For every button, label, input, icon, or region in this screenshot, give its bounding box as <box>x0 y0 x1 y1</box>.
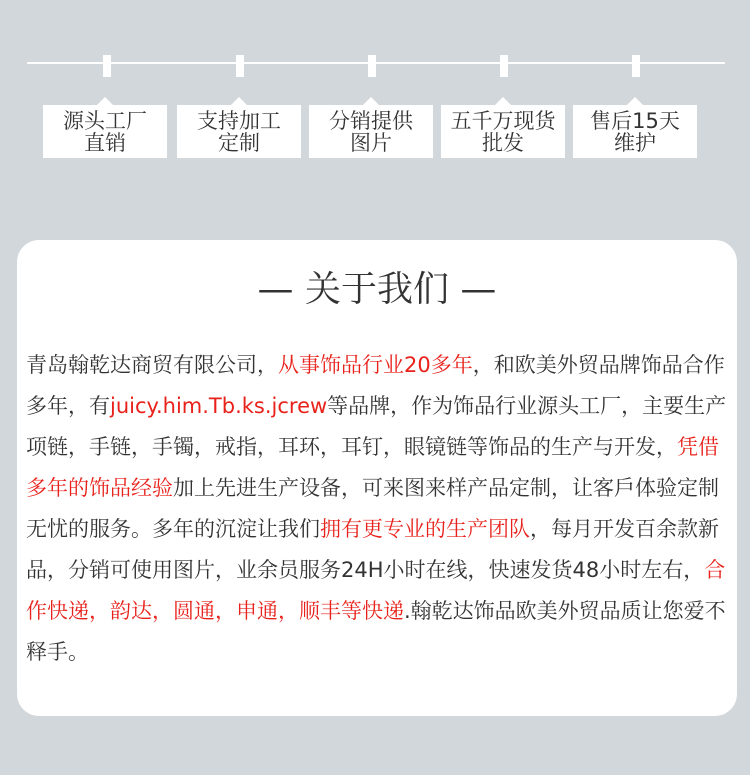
about-text-segment: ，每月开发百余款新品，分销可使用图片，业余员服务24H小时在线，快速发货48小时左右， <box>26 517 719 582</box>
timeline-tick <box>500 55 508 77</box>
timeline-line <box>27 62 725 64</box>
feature-label-line1: 分销提供 <box>329 108 413 133</box>
feature-label-line2: 直销 <box>84 130 126 155</box>
timeline-tick <box>632 55 640 77</box>
about-highlight-segment: juicy.him.Tb.ks.jcrew <box>110 394 328 418</box>
timeline-tick <box>236 55 244 77</box>
about-text-segment: 加上先进生产设备，可来图来样产品定制，让客戶体验定制无忧的服务。多年的沉淀让我们 <box>26 476 719 541</box>
feature-label-line2: 维护 <box>614 130 656 155</box>
feature-label-line1: 售后15天 <box>590 108 680 133</box>
feature-timeline <box>0 0 750 165</box>
about-text-segment: 青岛翰乾达商贸有限公司， <box>26 353 278 377</box>
feature-label-line1: 支持加工 <box>197 108 281 133</box>
about-text-segment: 等品牌，作为饰品行业源头工厂，主要生产项链，手链，手镯，戒指，耳环，耳钉，眼镜链等饰品的生产与开发， <box>26 394 727 459</box>
feature-factory-direct <box>43 105 167 158</box>
feature-after-sales <box>573 105 697 158</box>
about-highlight-segment: 拥有更专业的生产团队 <box>320 517 530 541</box>
about-highlight-segment: 合作快递，韵达，圆通，申通，顺丰等快递 <box>26 558 726 623</box>
feature-label-line2: 图片 <box>350 130 392 155</box>
about-highlight-segment: 从事饰品行业20多年 <box>278 353 473 377</box>
feature-label-line1: 源头工厂 <box>63 108 147 133</box>
timeline-tick <box>103 55 111 77</box>
about-card <box>17 240 737 716</box>
feature-wholesale-stock <box>441 105 565 158</box>
about-highlight-segment: 凭借多年的饰品经验 <box>26 435 719 500</box>
feature-label-line1: 五千万现货 <box>450 108 556 133</box>
feature-label-line2: 定制 <box>218 130 260 155</box>
feature-label-line2: 批发 <box>482 130 524 155</box>
about-title: — 关于我们 — <box>257 269 497 310</box>
about-body <box>26 345 734 673</box>
feature-customization <box>177 105 301 158</box>
feature-distribution-images <box>309 105 433 158</box>
about-text-segment: .翰乾达饰品欧美外贸品质让您爱不释手。 <box>26 599 726 664</box>
about-text-segment: ，和欧美外贸品牌饰品合作多年，有 <box>26 353 725 418</box>
timeline-tick <box>368 55 376 77</box>
